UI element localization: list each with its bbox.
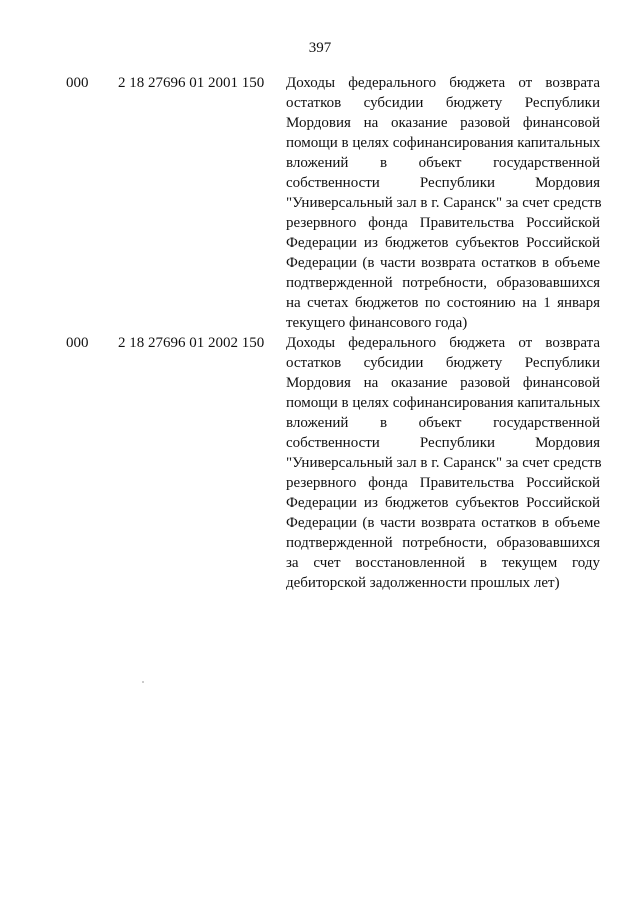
admin-code: 000 bbox=[66, 75, 89, 91]
description-line: "Универсальный зал в г. Саранск" за счет средств bbox=[286, 195, 602, 211]
description-line: собственности Республики Мордовия bbox=[286, 175, 600, 191]
description-line: на счетах бюджетов по состоянию на 1 января bbox=[286, 295, 600, 311]
description-line: вложений в объект государственной bbox=[286, 415, 600, 431]
description-line: резервного фонда Правительства Российской bbox=[286, 475, 600, 491]
description-line: подтвержденной потребности, образовавшихся bbox=[286, 535, 600, 551]
description-line: Мордовия на оказание разовой финансовой bbox=[286, 115, 600, 131]
description-line: вложений в объект государственной bbox=[286, 155, 600, 171]
description-line: Федерации (в части возврата остатков в объеме bbox=[286, 515, 600, 531]
scan-speck bbox=[142, 681, 144, 683]
description-line: Доходы федерального бюджета от возврата bbox=[286, 75, 600, 91]
budget-classification-code: 2 18 27696 01 2002 150 bbox=[118, 335, 265, 351]
budget-classification-code: 2 18 27696 01 2001 150 bbox=[118, 75, 265, 91]
description-line: текущего финансового года) bbox=[286, 315, 468, 331]
description-line: помощи в целях софинансирования капитальных bbox=[286, 135, 601, 151]
page-number: 397 bbox=[308, 40, 332, 56]
income-description bbox=[286, 73, 600, 333]
income-description bbox=[286, 333, 600, 593]
description-line: помощи в целях софинансирования капитальных bbox=[286, 395, 601, 411]
description-line: остатков субсидии бюджету Республики bbox=[286, 95, 600, 111]
description-line: остатков субсидии бюджету Республики bbox=[286, 355, 600, 371]
admin-code: 000 bbox=[66, 335, 89, 351]
description-line: резервного фонда Правительства Российской bbox=[286, 215, 600, 231]
description-line: дебиторской задолженности прошлых лет) bbox=[286, 575, 560, 591]
description-line: собственности Республики Мордовия bbox=[286, 435, 600, 451]
description-line: "Универсальный зал в г. Саранск" за счет средств bbox=[286, 455, 602, 471]
description-line: Федерации (в части возврата остатков в объеме bbox=[286, 255, 600, 271]
description-line: Мордовия на оказание разовой финансовой bbox=[286, 375, 600, 391]
description-line: за счет восстановленной в текущем году bbox=[286, 555, 600, 571]
description-line: Федерации из бюджетов субъектов Российской bbox=[286, 495, 600, 511]
description-line: Доходы федерального бюджета от возврата bbox=[286, 335, 600, 351]
description-line: подтвержденной потребности, образовавшихся bbox=[286, 275, 600, 291]
description-line: Федерации из бюджетов субъектов Российской bbox=[286, 235, 600, 251]
